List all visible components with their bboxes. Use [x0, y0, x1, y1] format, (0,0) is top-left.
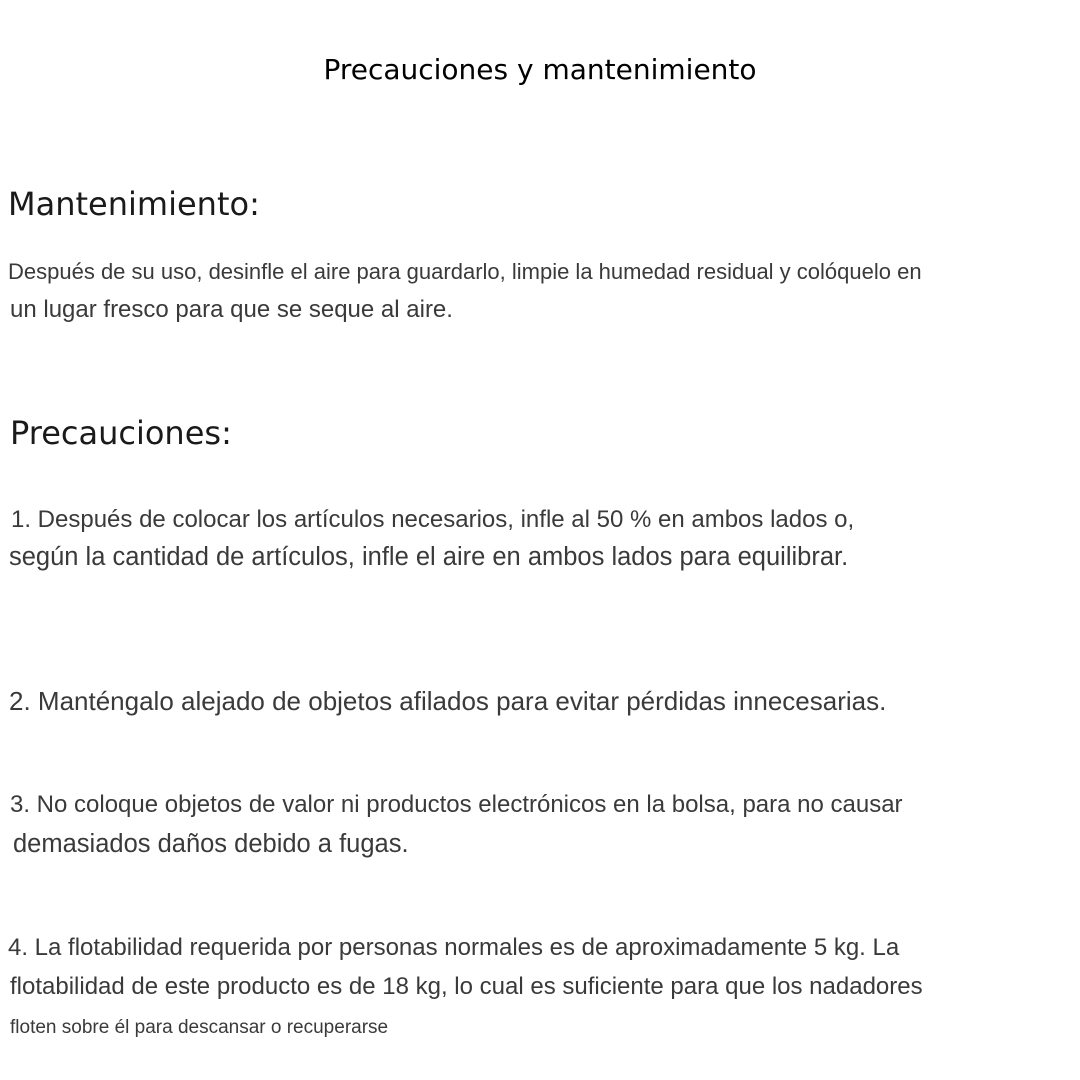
- precaution-1-line-2: según la cantidad de artículos, infle el aire en ambos lados para equilibrar.: [9, 543, 849, 571]
- precaution-1-line-1: 1. Después de colocar los artículos necesarios, infle al 50 % en ambos lados o,: [11, 506, 855, 533]
- precaution-4-line-2: flotabilidad de este producto es de 18 kg, lo cual es suficiente para que los nadadores: [10, 973, 923, 1000]
- precaution-3-line-1: 3. No coloque objetos de valor ni productos electrónicos en la bolsa, para no causar: [10, 791, 903, 818]
- maintenance-text-line-1: Después de su uso, desinfle el aire para guardarlo, limpie la humedad residual y colóquelo en: [8, 259, 922, 284]
- precaution-3-line-2: demasiados daños debido a fugas.: [13, 830, 409, 858]
- maintenance-heading: Mantenimiento:: [8, 185, 260, 223]
- page-title: Precauciones y mantenimiento: [323, 53, 757, 86]
- precaution-2-line-1: 2. Manténgalo alejado de objetos afilados para evitar pérdidas innecesarias.: [9, 686, 887, 716]
- precautions-heading: Precauciones:: [10, 414, 232, 452]
- precaution-4-line-1: 4. La flotabilidad requerida por personas normales es de aproximadamente 5 kg. La: [8, 934, 900, 961]
- precaution-4-line-3: floten sobre él para descansar o recuperarse: [10, 1017, 389, 1038]
- maintenance-text-line-2: un lugar fresco para que se seque al aire.: [10, 296, 453, 323]
